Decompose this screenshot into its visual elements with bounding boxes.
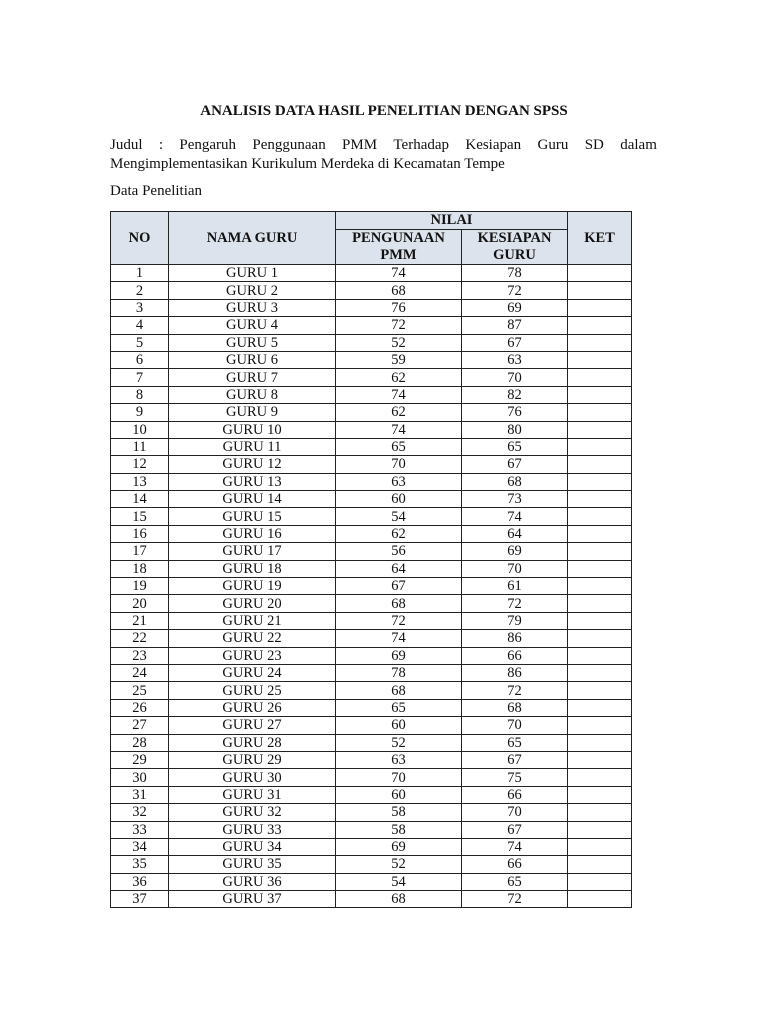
title-word: SD bbox=[584, 137, 604, 153]
cell-no: 14 bbox=[111, 491, 169, 508]
table-row bbox=[111, 560, 632, 577]
table-row bbox=[111, 595, 632, 612]
cell-no: 33 bbox=[111, 821, 169, 838]
cell-ket bbox=[568, 717, 632, 734]
cell-pengunaan-pmm: 74 bbox=[336, 386, 462, 403]
title-word: Kesiapan bbox=[465, 137, 522, 153]
cell-nama-guru: GURU 35 bbox=[169, 856, 336, 873]
cell-pengunaan-pmm: 70 bbox=[336, 456, 462, 473]
cell-ket bbox=[568, 751, 632, 768]
cell-kesiapan-guru: 68 bbox=[462, 473, 568, 490]
table-row bbox=[111, 838, 632, 855]
table-row bbox=[111, 734, 632, 751]
cell-ket bbox=[568, 282, 632, 299]
cell-no: 5 bbox=[111, 334, 169, 351]
table-row bbox=[111, 664, 632, 681]
cell-kesiapan-guru: 74 bbox=[462, 838, 568, 855]
cell-no: 31 bbox=[111, 786, 169, 803]
cell-nama-guru: GURU 19 bbox=[169, 578, 336, 595]
cell-pengunaan-pmm: 62 bbox=[336, 525, 462, 542]
cell-kesiapan-guru: 75 bbox=[462, 769, 568, 786]
cell-nama-guru: GURU 4 bbox=[169, 317, 336, 334]
cell-pengunaan-pmm: 74 bbox=[336, 630, 462, 647]
cell-no: 22 bbox=[111, 630, 169, 647]
cell-no: 13 bbox=[111, 473, 169, 490]
table-row bbox=[111, 630, 632, 647]
cell-kesiapan-guru: 67 bbox=[462, 821, 568, 838]
cell-nama-guru: GURU 7 bbox=[169, 369, 336, 386]
cell-pengunaan-pmm: 52 bbox=[336, 334, 462, 351]
table-row bbox=[111, 647, 632, 664]
cell-no: 37 bbox=[111, 891, 169, 908]
cell-ket bbox=[568, 769, 632, 786]
cell-ket bbox=[568, 838, 632, 855]
cell-pengunaan-pmm: 72 bbox=[336, 612, 462, 629]
research-title-line-2: Mengimplementasikan Kurikulum Merdeka di Kecamatan Tempe bbox=[110, 156, 505, 172]
cell-nama-guru: GURU 12 bbox=[169, 456, 336, 473]
cell-nama-guru: GURU 16 bbox=[169, 525, 336, 542]
cell-ket bbox=[568, 404, 632, 421]
cell-nama-guru: GURU 32 bbox=[169, 804, 336, 821]
cell-ket bbox=[568, 369, 632, 386]
table-row bbox=[111, 786, 632, 803]
cell-nama-guru: GURU 30 bbox=[169, 769, 336, 786]
table-row bbox=[111, 873, 632, 890]
cell-kesiapan-guru: 61 bbox=[462, 578, 568, 595]
cell-pengunaan-pmm: 62 bbox=[336, 404, 462, 421]
cell-no: 30 bbox=[111, 769, 169, 786]
cell-pengunaan-pmm: 69 bbox=[336, 838, 462, 855]
cell-kesiapan-guru: 66 bbox=[462, 647, 568, 664]
table-row bbox=[111, 578, 632, 595]
cell-pengunaan-pmm: 60 bbox=[336, 786, 462, 803]
table-row bbox=[111, 456, 632, 473]
cell-kesiapan-guru: 72 bbox=[462, 891, 568, 908]
table-row bbox=[111, 856, 632, 873]
cell-ket bbox=[568, 682, 632, 699]
cell-pengunaan-pmm: 78 bbox=[336, 664, 462, 681]
cell-ket bbox=[568, 647, 632, 664]
cell-ket bbox=[568, 491, 632, 508]
cell-pengunaan-pmm: 62 bbox=[336, 369, 462, 386]
cell-kesiapan-guru: 70 bbox=[462, 369, 568, 386]
cell-ket bbox=[568, 612, 632, 629]
cell-kesiapan-guru: 70 bbox=[462, 560, 568, 577]
table-row bbox=[111, 299, 632, 316]
cell-pengunaan-pmm: 69 bbox=[336, 647, 462, 664]
cell-nama-guru: GURU 26 bbox=[169, 699, 336, 716]
cell-pengunaan-pmm: 65 bbox=[336, 699, 462, 716]
cell-kesiapan-guru: 74 bbox=[462, 508, 568, 525]
cell-kesiapan-guru: 65 bbox=[462, 438, 568, 455]
cell-pengunaan-pmm: 67 bbox=[336, 578, 462, 595]
cell-nama-guru: GURU 28 bbox=[169, 734, 336, 751]
cell-pengunaan-pmm: 70 bbox=[336, 769, 462, 786]
header-ket: KET bbox=[568, 212, 632, 265]
cell-no: 4 bbox=[111, 317, 169, 334]
cell-kesiapan-guru: 73 bbox=[462, 491, 568, 508]
header-nama-guru: NAMA GURU bbox=[169, 212, 336, 265]
cell-ket bbox=[568, 543, 632, 560]
document-title: ANALISIS DATA HASIL PENELITIAN DENGAN SPSS bbox=[200, 103, 568, 119]
cell-no: 34 bbox=[111, 838, 169, 855]
cell-pengunaan-pmm: 56 bbox=[336, 543, 462, 560]
cell-ket bbox=[568, 873, 632, 890]
title-word: Guru bbox=[537, 137, 569, 153]
cell-nama-guru: GURU 29 bbox=[169, 751, 336, 768]
cell-kesiapan-guru: 69 bbox=[462, 299, 568, 316]
cell-pengunaan-pmm: 72 bbox=[336, 317, 462, 334]
table-row bbox=[111, 438, 632, 455]
cell-no: 20 bbox=[111, 595, 169, 612]
cell-no: 19 bbox=[111, 578, 169, 595]
cell-kesiapan-guru: 72 bbox=[462, 682, 568, 699]
cell-ket bbox=[568, 804, 632, 821]
cell-no: 32 bbox=[111, 804, 169, 821]
cell-nama-guru: GURU 23 bbox=[169, 647, 336, 664]
cell-ket bbox=[568, 856, 632, 873]
cell-pengunaan-pmm: 58 bbox=[336, 804, 462, 821]
cell-no: 10 bbox=[111, 421, 169, 438]
cell-pengunaan-pmm: 68 bbox=[336, 682, 462, 699]
table-row bbox=[111, 491, 632, 508]
cell-ket bbox=[568, 421, 632, 438]
table-row bbox=[111, 508, 632, 525]
cell-ket bbox=[568, 265, 632, 282]
table-row bbox=[111, 421, 632, 438]
data-section-label: Data Penelitian bbox=[110, 183, 203, 199]
cell-ket bbox=[568, 664, 632, 681]
cell-no: 28 bbox=[111, 734, 169, 751]
table-row bbox=[111, 525, 632, 542]
cell-nama-guru: GURU 10 bbox=[169, 421, 336, 438]
cell-kesiapan-guru: 86 bbox=[462, 664, 568, 681]
title-word: Judul bbox=[110, 137, 143, 153]
cell-pengunaan-pmm: 65 bbox=[336, 438, 462, 455]
cell-no: 3 bbox=[111, 299, 169, 316]
cell-nama-guru: GURU 17 bbox=[169, 543, 336, 560]
cell-ket bbox=[568, 821, 632, 838]
cell-no: 17 bbox=[111, 543, 169, 560]
cell-nama-guru: GURU 21 bbox=[169, 612, 336, 629]
table-row bbox=[111, 821, 632, 838]
cell-nama-guru: GURU 20 bbox=[169, 595, 336, 612]
research-data-table bbox=[110, 211, 632, 908]
cell-kesiapan-guru: 82 bbox=[462, 386, 568, 403]
table-row bbox=[111, 612, 632, 629]
cell-ket bbox=[568, 351, 632, 368]
cell-ket bbox=[568, 299, 632, 316]
cell-no: 2 bbox=[111, 282, 169, 299]
cell-no: 29 bbox=[111, 751, 169, 768]
cell-kesiapan-guru: 64 bbox=[462, 525, 568, 542]
cell-kesiapan-guru: 68 bbox=[462, 699, 568, 716]
title-word: Penggunaan bbox=[252, 137, 326, 153]
cell-pengunaan-pmm: 76 bbox=[336, 299, 462, 316]
cell-kesiapan-guru: 76 bbox=[462, 404, 568, 421]
table-row bbox=[111, 473, 632, 490]
header-kesiapan-guru: KESIAPAN GURU bbox=[462, 230, 568, 265]
cell-ket bbox=[568, 578, 632, 595]
cell-pengunaan-pmm: 52 bbox=[336, 856, 462, 873]
cell-pengunaan-pmm: 64 bbox=[336, 560, 462, 577]
cell-no: 23 bbox=[111, 647, 169, 664]
header-pengunaan-pmm: PENGUNAAN PMM bbox=[336, 230, 462, 265]
cell-kesiapan-guru: 65 bbox=[462, 873, 568, 890]
cell-kesiapan-guru: 66 bbox=[462, 856, 568, 873]
research-title-paragraph bbox=[110, 136, 657, 174]
cell-ket bbox=[568, 786, 632, 803]
title-word: Pengaruh bbox=[179, 137, 237, 153]
cell-kesiapan-guru: 66 bbox=[462, 786, 568, 803]
cell-nama-guru: GURU 18 bbox=[169, 560, 336, 577]
cell-no: 9 bbox=[111, 404, 169, 421]
cell-kesiapan-guru: 67 bbox=[462, 456, 568, 473]
cell-no: 15 bbox=[111, 508, 169, 525]
cell-kesiapan-guru: 87 bbox=[462, 317, 568, 334]
cell-ket bbox=[568, 630, 632, 647]
cell-nama-guru: GURU 31 bbox=[169, 786, 336, 803]
table-row bbox=[111, 386, 632, 403]
title-word: dalam bbox=[620, 137, 657, 153]
cell-no: 26 bbox=[111, 699, 169, 716]
cell-nama-guru: GURU 37 bbox=[169, 891, 336, 908]
cell-nama-guru: GURU 14 bbox=[169, 491, 336, 508]
table-row bbox=[111, 282, 632, 299]
cell-nama-guru: GURU 15 bbox=[169, 508, 336, 525]
table-row bbox=[111, 717, 632, 734]
cell-kesiapan-guru: 69 bbox=[462, 543, 568, 560]
cell-nama-guru: GURU 6 bbox=[169, 351, 336, 368]
table-row bbox=[111, 751, 632, 768]
cell-nama-guru: GURU 24 bbox=[169, 664, 336, 681]
cell-nama-guru: GURU 1 bbox=[169, 265, 336, 282]
cell-kesiapan-guru: 67 bbox=[462, 751, 568, 768]
cell-ket bbox=[568, 334, 632, 351]
title-word: : bbox=[158, 137, 164, 153]
cell-pengunaan-pmm: 74 bbox=[336, 265, 462, 282]
cell-nama-guru: GURU 22 bbox=[169, 630, 336, 647]
cell-nama-guru: GURU 36 bbox=[169, 873, 336, 890]
cell-nama-guru: GURU 9 bbox=[169, 404, 336, 421]
cell-ket bbox=[568, 595, 632, 612]
cell-kesiapan-guru: 86 bbox=[462, 630, 568, 647]
cell-nama-guru: GURU 5 bbox=[169, 334, 336, 351]
cell-no: 36 bbox=[111, 873, 169, 890]
table-row bbox=[111, 699, 632, 716]
cell-kesiapan-guru: 72 bbox=[462, 282, 568, 299]
cell-nama-guru: GURU 2 bbox=[169, 282, 336, 299]
cell-nama-guru: GURU 8 bbox=[169, 386, 336, 403]
cell-nama-guru: GURU 33 bbox=[169, 821, 336, 838]
cell-kesiapan-guru: 65 bbox=[462, 734, 568, 751]
cell-nama-guru: GURU 34 bbox=[169, 838, 336, 855]
cell-no: 6 bbox=[111, 351, 169, 368]
cell-pengunaan-pmm: 63 bbox=[336, 751, 462, 768]
cell-pengunaan-pmm: 58 bbox=[336, 821, 462, 838]
cell-pengunaan-pmm: 63 bbox=[336, 473, 462, 490]
cell-no: 16 bbox=[111, 525, 169, 542]
table-row bbox=[111, 769, 632, 786]
cell-pengunaan-pmm: 54 bbox=[336, 873, 462, 890]
cell-ket bbox=[568, 317, 632, 334]
cell-ket bbox=[568, 525, 632, 542]
cell-no: 11 bbox=[111, 438, 169, 455]
table-row bbox=[111, 369, 632, 386]
research-title-line-1 bbox=[110, 136, 657, 155]
header-no: NO bbox=[111, 212, 169, 265]
cell-nama-guru: GURU 25 bbox=[169, 682, 336, 699]
cell-no: 18 bbox=[111, 560, 169, 577]
cell-kesiapan-guru: 67 bbox=[462, 334, 568, 351]
cell-no: 8 bbox=[111, 386, 169, 403]
cell-no: 21 bbox=[111, 612, 169, 629]
cell-kesiapan-guru: 70 bbox=[462, 804, 568, 821]
cell-pengunaan-pmm: 68 bbox=[336, 595, 462, 612]
table-row bbox=[111, 682, 632, 699]
header-row-1 bbox=[111, 212, 632, 230]
table-header bbox=[111, 212, 632, 265]
cell-kesiapan-guru: 70 bbox=[462, 717, 568, 734]
cell-pengunaan-pmm: 59 bbox=[336, 351, 462, 368]
cell-no: 25 bbox=[111, 682, 169, 699]
cell-pengunaan-pmm: 54 bbox=[336, 508, 462, 525]
cell-kesiapan-guru: 79 bbox=[462, 612, 568, 629]
cell-ket bbox=[568, 734, 632, 751]
cell-no: 27 bbox=[111, 717, 169, 734]
cell-nama-guru: GURU 3 bbox=[169, 299, 336, 316]
table-body bbox=[111, 265, 632, 908]
cell-ket bbox=[568, 386, 632, 403]
cell-pengunaan-pmm: 60 bbox=[336, 491, 462, 508]
cell-no: 1 bbox=[111, 265, 169, 282]
title-word: Terhadap bbox=[393, 137, 450, 153]
cell-pengunaan-pmm: 74 bbox=[336, 421, 462, 438]
cell-nama-guru: GURU 13 bbox=[169, 473, 336, 490]
cell-ket bbox=[568, 438, 632, 455]
cell-pengunaan-pmm: 68 bbox=[336, 891, 462, 908]
cell-nama-guru: GURU 27 bbox=[169, 717, 336, 734]
cell-pengunaan-pmm: 60 bbox=[336, 717, 462, 734]
cell-kesiapan-guru: 78 bbox=[462, 265, 568, 282]
table-row bbox=[111, 351, 632, 368]
table-row bbox=[111, 404, 632, 421]
cell-ket bbox=[568, 891, 632, 908]
cell-no: 35 bbox=[111, 856, 169, 873]
title-word: PMM bbox=[342, 137, 378, 153]
cell-kesiapan-guru: 80 bbox=[462, 421, 568, 438]
cell-pengunaan-pmm: 52 bbox=[336, 734, 462, 751]
cell-pengunaan-pmm: 68 bbox=[336, 282, 462, 299]
cell-ket bbox=[568, 508, 632, 525]
cell-kesiapan-guru: 72 bbox=[462, 595, 568, 612]
table-row bbox=[111, 891, 632, 908]
cell-no: 7 bbox=[111, 369, 169, 386]
table-row bbox=[111, 804, 632, 821]
table-row bbox=[111, 265, 632, 282]
cell-kesiapan-guru: 63 bbox=[462, 351, 568, 368]
cell-ket bbox=[568, 456, 632, 473]
cell-nama-guru: GURU 11 bbox=[169, 438, 336, 455]
header-nilai: NILAI bbox=[336, 212, 568, 230]
table-row bbox=[111, 543, 632, 560]
cell-no: 24 bbox=[111, 664, 169, 681]
table-row bbox=[111, 317, 632, 334]
cell-ket bbox=[568, 699, 632, 716]
cell-no: 12 bbox=[111, 456, 169, 473]
cell-ket bbox=[568, 473, 632, 490]
table-row bbox=[111, 334, 632, 351]
cell-ket bbox=[568, 560, 632, 577]
